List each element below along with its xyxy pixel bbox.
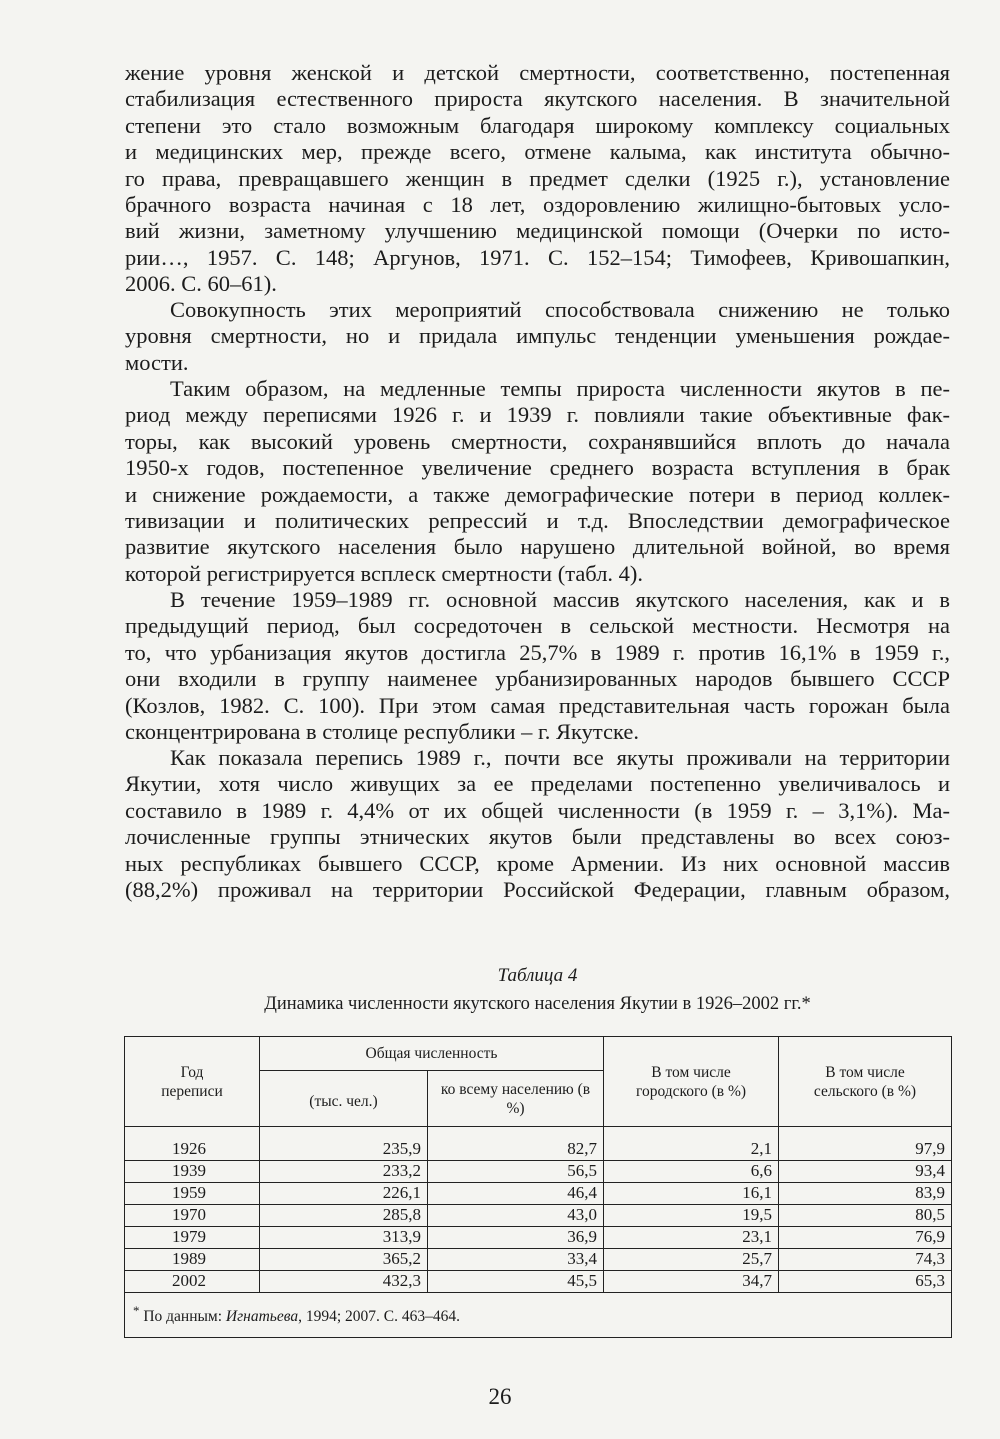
- text-line: и медицинских мер, прежде всего, отмене калыма, как института обычно-: [125, 139, 950, 165]
- text-line: го права, превращавшего женщин в предмет сделки (1925 г.), установление: [125, 165, 950, 191]
- paragraph-1: [125, 60, 950, 298]
- table-row: [125, 1248, 952, 1270]
- cell-year: 2002: [125, 1270, 260, 1292]
- table-title: Динамика численности якутского населения Якутии в 1926–2002 гг.*: [264, 994, 811, 1014]
- cell-urban: 23,1: [604, 1226, 779, 1248]
- cell-rural: 74,3: [779, 1248, 952, 1270]
- cell-year: 1979: [125, 1226, 260, 1248]
- cell-urban: 6,6: [604, 1160, 779, 1182]
- text-line: развитие якутского населения было нарушено длительной войной, во время: [125, 534, 950, 560]
- cell-rural: 83,9: [779, 1182, 952, 1204]
- cell-share: 33,4: [428, 1248, 604, 1270]
- text-line: стабилизация естественного прироста якутского населения. В значительной: [125, 86, 950, 112]
- text-line: (88,2%) проживал на территории Российской Федерации, главным образом,: [125, 877, 950, 903]
- cell-share: 46,4: [428, 1182, 604, 1204]
- cell-rural: 65,3: [779, 1270, 952, 1292]
- cell-year: 1959: [125, 1182, 260, 1204]
- cell-thousands: 432,3: [260, 1270, 428, 1292]
- paragraph-4: [125, 587, 950, 745]
- text-line: Якутии, хотя число живущих за ее пределами постепенно увеличивалось и: [125, 771, 950, 797]
- cell-urban: 25,7: [604, 1248, 779, 1270]
- text-line: ных республиках бывшего СССР, кроме Армении. Из них основной массив: [125, 850, 950, 876]
- population-table: [124, 1036, 952, 1338]
- cell-urban: 34,7: [604, 1270, 779, 1292]
- text-line: брачного возраста начиная с 18 лет, оздоровлению жилищно-бытовых усло-: [125, 192, 950, 218]
- text-line: рии…, 1957. С. 148; Аргунов, 1971. С. 152–154; Тимофеев, Кривошапкин,: [125, 244, 950, 270]
- cell-thousands: 313,9: [260, 1226, 428, 1248]
- cell-urban: 19,5: [604, 1204, 779, 1226]
- text-line: Совокупность этих мероприятий способствовала снижению не только: [170, 297, 950, 322]
- footnote-mark: *: [133, 1302, 140, 1318]
- table-footnote: [125, 1292, 952, 1337]
- footnote-rest: , 1994; 2007. С. 463–464.: [298, 1308, 461, 1326]
- text-line: которой регистрируется всплеск смертности (табл. 4).: [125, 560, 644, 586]
- text-line: вий жизни, заметному улучшению медицинской помощи (Очерки по исто-: [125, 218, 950, 244]
- paragraph-3: [125, 376, 950, 587]
- text-line: мости.: [125, 349, 189, 375]
- text-line: 1950-х годов, постепенное увеличение среднего возраста вступления в брак: [125, 455, 950, 481]
- text-line: лочисленные группы этнических якутов были представлены во всех союз-: [125, 824, 950, 850]
- text-line: предыдущий период, был сосредоточен в сельской местности. Несмотря на: [125, 613, 950, 639]
- table-row: [125, 1160, 952, 1182]
- cell-thousands: 365,2: [260, 1248, 428, 1270]
- page-number: 26: [488, 1384, 512, 1409]
- text-line: тивизации и политических репрессий и т.д. Впоследствии демографическое: [125, 508, 950, 534]
- table-row: [125, 1270, 952, 1292]
- text-line: Таким образом, на медленные темпы прироста численности якутов в пе-: [170, 376, 950, 401]
- cell-thousands: 235,9: [260, 1139, 428, 1161]
- footnote-prefix: По данным:: [143, 1308, 226, 1326]
- text-line: 2006. С. 60–61).: [125, 271, 277, 297]
- cell-year: 1989: [125, 1248, 260, 1270]
- text-line: торы, как высокий уровень смертности, сохранявшийся вплоть до начала: [125, 428, 950, 454]
- table-row: [125, 1204, 952, 1226]
- table-footnote-row: [125, 1292, 952, 1337]
- header-thousands: (тыс. чел.): [260, 1071, 428, 1127]
- cell-year: 1926: [125, 1139, 260, 1161]
- cell-rural: 76,9: [779, 1226, 952, 1248]
- cell-rural: 97,9: [779, 1139, 952, 1161]
- text-line: риод между переписями 1926 г. и 1939 г. повлияли такие объективные фак-: [125, 402, 950, 428]
- footnote-author: Игнатьева: [225, 1308, 299, 1326]
- text-line: и снижение рождаемости, а также демографические потери в период коллек-: [125, 481, 950, 507]
- text-line: В течение 1959–1989 гг. основной массив якутского населения, как и в: [170, 587, 950, 612]
- text-line: степени это стало возможным благодаря широкому комплексу социальных: [125, 112, 950, 138]
- text-line: уровня смертности, но и придала импульс тенденции уменьшения рождае-: [125, 323, 950, 349]
- text-line: то, что урбанизация якутов достигла 25,7% в 1989 г. против 16,1% в 1959 г.,: [125, 639, 950, 665]
- cell-share: 36,9: [428, 1226, 604, 1248]
- header-rural: В том числе сельского (в %): [779, 1037, 952, 1127]
- header-total-group: Общая численность: [260, 1037, 604, 1071]
- text-line: жение уровня женской и детской смертности, соответственно, постепенная: [125, 60, 950, 85]
- cell-year: 1970: [125, 1204, 260, 1226]
- table-row: [125, 1226, 952, 1248]
- text-line: (Козлов, 1982. С. 100). При этом самая представительная часть горожан была: [125, 692, 950, 718]
- cell-share: 45,5: [428, 1270, 604, 1292]
- table-caption: Таблица 4: [497, 965, 578, 986]
- cell-urban: 16,1: [604, 1182, 779, 1204]
- text-line: Как показала перепись 1989 г., почти все якуты проживали на территории: [170, 745, 950, 770]
- paragraph-2: [125, 297, 950, 376]
- header-share: ко всему населению (в %): [428, 1071, 604, 1127]
- header-urban: В том числе городского (в %): [604, 1037, 779, 1127]
- cell-rural: 80,5: [779, 1204, 952, 1226]
- cell-rural: 93,4: [779, 1160, 952, 1182]
- table-row: [125, 1139, 952, 1161]
- paragraph-5: [125, 745, 950, 903]
- cell-thousands: 233,2: [260, 1160, 428, 1182]
- text-line: они входили в группу наименее урбанизированных народов бывшего СССР: [125, 666, 950, 692]
- text-line: составило в 1989 г. 4,4% от их общей численности (в 1959 г. – 3,1%). Ма-: [125, 797, 950, 823]
- cell-thousands: 226,1: [260, 1182, 428, 1204]
- table-row: [125, 1182, 952, 1204]
- cell-share: 43,0: [428, 1204, 604, 1226]
- cell-urban: 2,1: [604, 1139, 779, 1161]
- cell-share: 82,7: [428, 1139, 604, 1161]
- text-line: сконцентрирована в столице республики – г. Якутске.: [125, 719, 639, 745]
- header-year: Год переписи: [125, 1037, 260, 1127]
- cell-year: 1939: [125, 1160, 260, 1182]
- cell-share: 56,5: [428, 1160, 604, 1182]
- cell-thousands: 285,8: [260, 1204, 428, 1226]
